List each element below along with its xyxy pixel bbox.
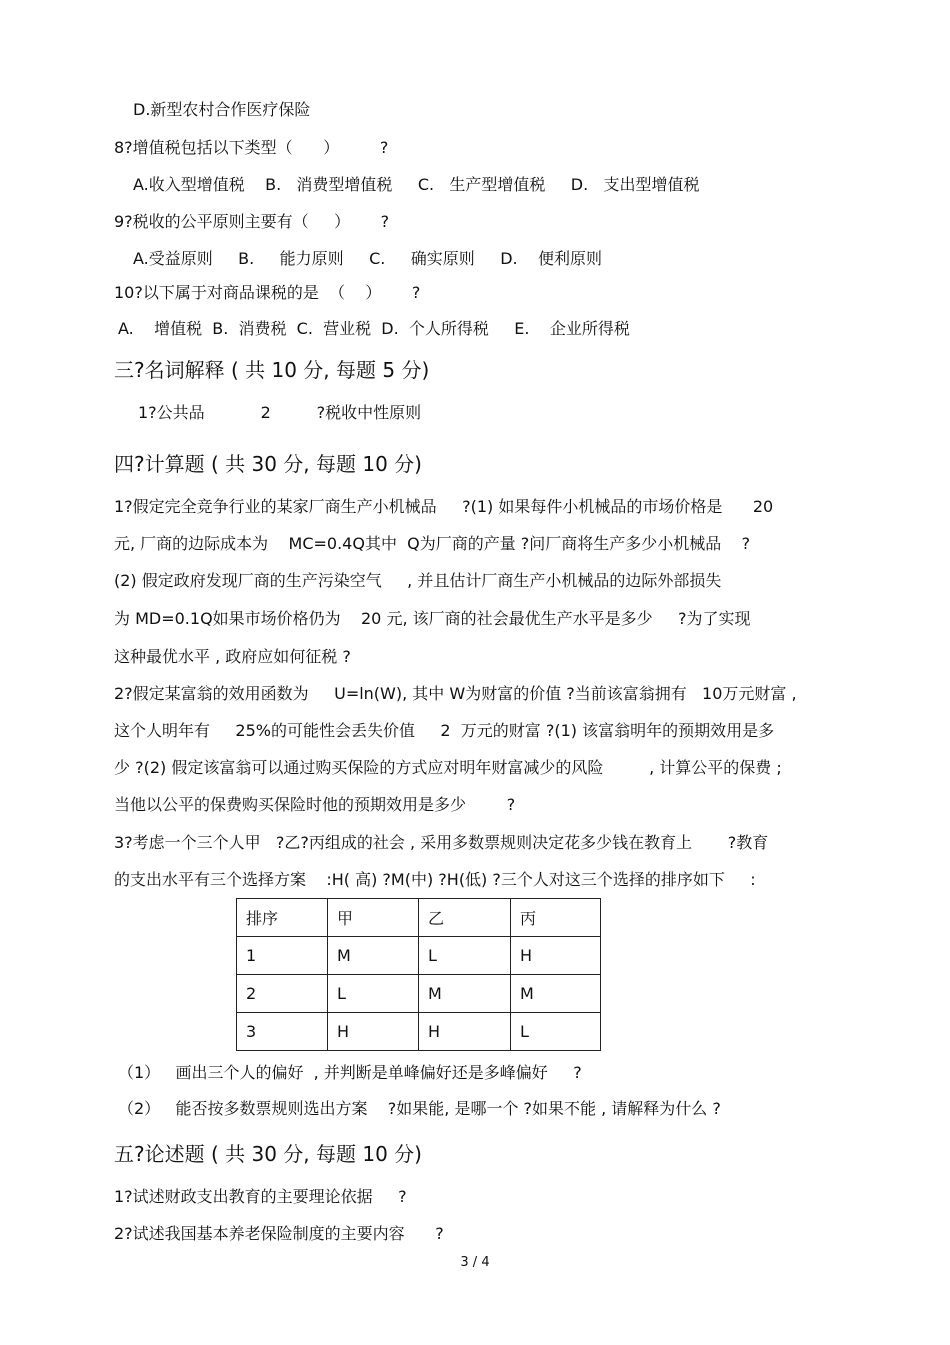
- table-cell: 1: [237, 937, 328, 975]
- q4-2-line-4: 当他以公平的保费购买保险时他的预期效用是多少 ?: [114, 795, 516, 814]
- q5-2: 2?试述我国基本养老保险制度的主要内容 ?: [114, 1224, 444, 1243]
- q5-1: 1?试述财政支出教育的主要理论依据 ?: [114, 1187, 407, 1206]
- section3-title: 三?名词解释 ( 共 10 分, 每题 5 分): [114, 358, 430, 382]
- preference-table: [236, 898, 601, 1051]
- q4-1-line-2: 元, 厂商的边际成本为 MC=0.4Q其中 Q为厂商的产量 ?问厂商将生产多少小机械品 ?: [114, 534, 751, 553]
- section4-title: 四?计算题 ( 共 30 分, 每题 10 分): [114, 452, 422, 476]
- q10-options: A. 增值税 B. 消费税 C. 营业税 D. 个人所得税 E. 企业所得税: [118, 319, 630, 338]
- table-row: [237, 975, 601, 1013]
- table-header-row: [237, 899, 601, 937]
- table-header-cell: 丙: [511, 899, 601, 937]
- table-row: [237, 937, 601, 975]
- page-number: 3 / 4: [460, 1255, 490, 1270]
- table-row: [237, 1013, 601, 1051]
- table-cell: L: [328, 975, 419, 1013]
- q4-2-line-1: 2?假定某富翁的效用函数为 U=ln(W), 其中 W为财富的价值 ?当前该富翁拥有 10万元财富 ,: [114, 684, 797, 703]
- q4-1-line-3: (2) 假定政府发现厂商的生产污染空气 , 并且估计厂商生产小机械品的边际外部损失: [114, 571, 722, 590]
- q4-2-line-2: 这个人明年有 25%的可能性会丢失价值 2 万元的财富 ?(1) 该富翁明年的预期效用是多: [114, 721, 775, 740]
- q4-2-line-3: 少 ?(2) 假定该富翁可以通过购买保险的方式应对明年财富减少的风险 , 计算公平的保费 ;: [114, 758, 782, 777]
- section5-title: 五?论述题 ( 共 30 分, 每题 10 分): [114, 1142, 422, 1166]
- q4-3-line-1: 3?考虑一个三个人甲 ?乙?丙组成的社会 , 采用多数票规则决定花多少钱在教育上 ?教育: [114, 833, 769, 852]
- table-cell: H: [328, 1013, 419, 1051]
- table-cell: L: [511, 1013, 601, 1051]
- q4-3-sub-2: （2） 能否按多数票规则选出方案 ?如果能, 是哪一个 ?如果不能 , 请解释为什么 ?: [118, 1099, 721, 1118]
- q4-3-sub-1: （1） 画出三个人的偏好 , 并判断是单峰偏好还是多峰偏好 ?: [118, 1063, 582, 1082]
- q8-options: A.收入型增值税 B. 消费型增值税 C. 生产型增值税 D. 支出型增值税: [133, 175, 700, 194]
- q9-options: A.受益原则 B. 能力原则 C. 确实原则 D. 便利原则: [133, 249, 602, 268]
- table-header-cell: 排序: [237, 899, 328, 937]
- table-cell: M: [511, 975, 601, 1013]
- table-cell: 2: [237, 975, 328, 1013]
- q9-stem: 9?税收的公平原则主要有（ ） ?: [114, 212, 390, 231]
- table-cell: H: [511, 937, 601, 975]
- q4-3-line-2: 的支出水平有三个选择方案 :H( 高) ?M(中) ?H(低) ?三个人对这三个选择的排序如下 :: [114, 870, 756, 889]
- table-cell: 3: [237, 1013, 328, 1051]
- q4-1-line-1: 1?假定完全竞争行业的某家厂商生产小机械品 ?(1) 如果每件小机械品的市场价格是 20: [114, 497, 774, 516]
- q4-1-line-5: 这种最优水平 , 政府应如何征税 ?: [114, 647, 351, 666]
- table-cell: H: [419, 1013, 511, 1051]
- q7-option-d: D.新型农村合作医疗保险: [133, 100, 311, 119]
- section3-items: 1?公共品 2 ?税收中性原则: [138, 403, 422, 422]
- q8-stem: 8?增值税包括以下类型（ ） ?: [114, 138, 389, 157]
- q4-1-line-4: 为 MD=0.1Q如果市场价格仍为 20 元, 该厂商的社会最优生产水平是多少 ?为了实现: [114, 609, 751, 628]
- table-cell: L: [419, 937, 511, 975]
- table-cell: M: [328, 937, 419, 975]
- table-header-cell: 乙: [419, 899, 511, 937]
- table-header-cell: 甲: [328, 899, 419, 937]
- q10-stem: 10?以下属于对商品课税的是 （ ） ?: [114, 283, 421, 302]
- table-cell: M: [419, 975, 511, 1013]
